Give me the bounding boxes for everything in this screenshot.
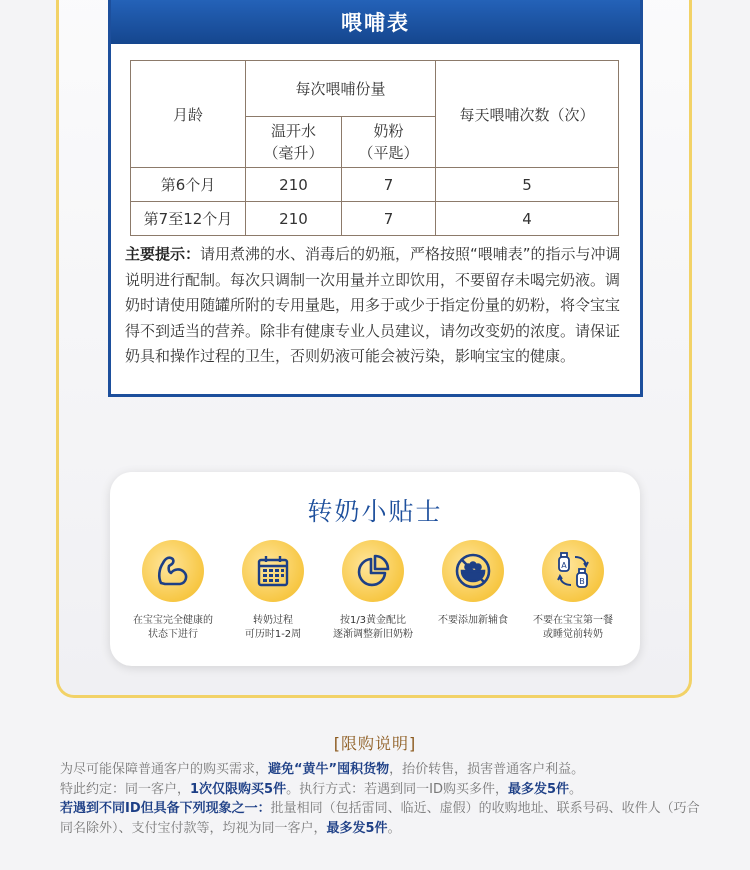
limit-text-segment: 。: [387, 820, 401, 836]
tip-label: 在宝宝完全健康的 状态下进行: [133, 615, 213, 640]
bottle-b-label: B: [579, 577, 585, 586]
bottle-a-label: A: [561, 561, 567, 570]
row-powder: 7: [342, 168, 436, 202]
row-times: 4: [436, 202, 619, 236]
tip-item: [321, 540, 425, 642]
notice-label: 主要提示：: [125, 245, 201, 263]
tip-label: 不要在宝宝第一餐 或睡觉前转奶: [533, 615, 613, 640]
limit-highlight: 最多发5件: [326, 820, 388, 836]
row-times: 5: [436, 168, 619, 202]
bottle-switch-icon: [542, 540, 604, 602]
limit-text-segment: 。执行方式：若遇到同一ID购买多件，: [286, 781, 508, 797]
tip-label: 按1/3黄金配比 逐渐调整新旧奶粉: [333, 615, 413, 640]
row-water: 210: [246, 168, 342, 202]
tips-title: 转奶小贴士: [307, 497, 443, 526]
limit-highlight: 最多发5件: [507, 781, 570, 797]
tip-item: [421, 540, 525, 628]
limit-highlight: 若遇到不同ID但具备下列现象之一：: [60, 801, 271, 816]
header-amount: 每次喂哺份量: [246, 61, 436, 117]
no-food-bowl-icon: [442, 540, 504, 602]
pie-chart-icon: [342, 540, 404, 602]
limit-highlight: 避免“黄牛”囤积货物: [268, 762, 390, 777]
header-times: 每天喂哺次数（次）: [436, 61, 619, 168]
row-water: 210: [246, 202, 342, 236]
feeding-table-title: 喂哺表: [341, 11, 410, 35]
limit-text-segment: 特此约定：同一客户，: [60, 781, 191, 797]
calendar-icon: [242, 540, 304, 602]
limit-text-segment: 为尽可能保障普通客户的购买需求，: [60, 762, 269, 777]
feeding-notice: [125, 242, 625, 370]
header-powder: 奶粉 （平匙）: [342, 117, 436, 168]
feeding-table: [130, 60, 619, 236]
feeding-table-header: [111, 0, 640, 44]
tip-item: [121, 540, 225, 642]
tip-item: [221, 540, 325, 642]
limit-title: [限购说明]: [333, 734, 417, 753]
tip-label: 不要添加新辅食: [438, 615, 508, 626]
tip-item: [521, 540, 625, 642]
notice-text: 请用煮沸的水、消毒后的奶瓶，严格按照“喂哺表”的指示与冲调说明进行配制。每次只调制一次用量并立即饮用，不要留存未喝完奶液。调奶时请使用随罐所附的专用量匙，用多于或少于指定份量的奶粉，将令宝宝得不到适当的营养。除非有健康专业人员建议，请勿改变奶的浓度。请保证奶具和操作过程的卫生，否则奶液可能会被污染，影响宝宝的健康。: [125, 245, 621, 365]
limit-text-segment: ，抬价转售，损害普通客户利益。: [389, 762, 585, 777]
row-powder: 7: [342, 202, 436, 236]
limit-text-segment: 批量相同（包括雷同、临近、虚假）的收购地址、联系号码、收件人（巧合同名除外）、支付宝付款等，均视为同一客户，: [60, 801, 700, 836]
limit-text-segment: 。: [569, 781, 583, 797]
tip-label: 转奶过程 可历时1-2周: [244, 615, 302, 640]
feeding-table-card: [108, 0, 643, 397]
header-water: 温开水 （毫升）: [246, 117, 342, 168]
header-month: 月龄: [131, 61, 246, 168]
row-month: 第7至12个月: [131, 202, 246, 236]
table-row: [131, 168, 619, 202]
limit-description: [60, 760, 700, 838]
limit-highlight: 1次仅限购买5件: [190, 781, 287, 797]
switch-milk-tips-card: [110, 472, 640, 666]
table-row: [131, 202, 619, 236]
row-month: 第6个月: [131, 168, 246, 202]
muscle-arm-icon: [142, 540, 204, 602]
